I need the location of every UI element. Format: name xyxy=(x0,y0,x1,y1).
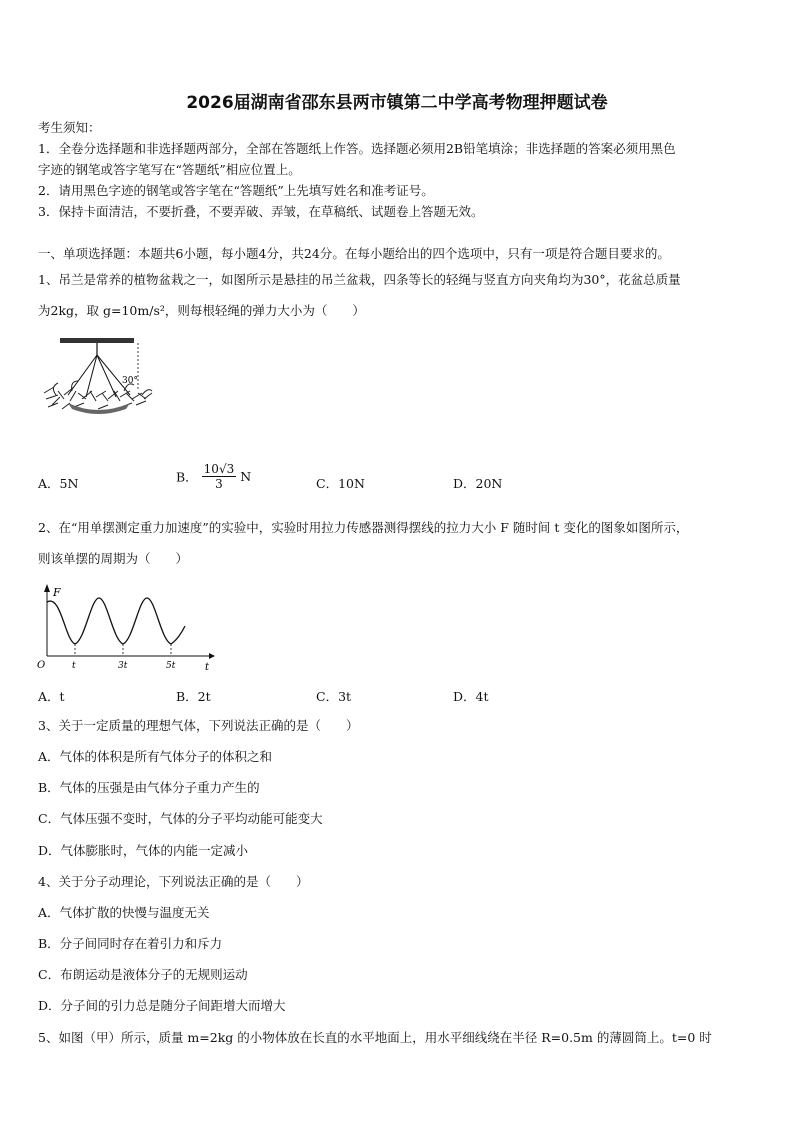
fraction-denominator: 3 xyxy=(215,477,223,491)
q2-stem-line2: 则该单摆的周期为（ ） xyxy=(38,551,189,566)
q3-option-c: C．气体压强不变时，气体的分子平均动能可能变大 xyxy=(38,811,323,826)
tick-label-5t: 5t xyxy=(166,661,176,671)
tick-label-t: t xyxy=(72,661,76,671)
q2-stem-line1: 2、在“用单摆测定重力加速度”的实验中，实验时用拉力传感器测得摆线的拉力大小 F 随时间 t 变化的图象如图所示， xyxy=(38,520,689,535)
q2-option-b: B．2t xyxy=(176,689,211,704)
q1-option-c: C．10N xyxy=(316,476,365,491)
force-time-graph xyxy=(35,584,215,674)
q5-stem-line1: 5、如图（甲）所示，质量 m=2kg 的小物体放在长直的水平地面上，用水平细线绕在半径 R=0.5m 的薄圆筒上。t=0 时 xyxy=(38,1030,712,1045)
q1-option-b-fraction xyxy=(202,462,237,491)
tick-label-3t: 3t xyxy=(118,661,128,671)
hanging-basket-figure xyxy=(38,335,160,415)
q1-stem-line1: 1、吊兰是常养的植物盆栽之一，如图所示是悬挂的吊兰盆栽，四条等长的轻绳与竖直方向夹角均为30°，花盆总质量 xyxy=(38,272,681,287)
notice-item-3: 3．保持卡面清洁，不要折叠，不要弄破、弄皱，在草稿纸、试题卷上答题无效。 xyxy=(38,204,484,219)
force-curve xyxy=(47,598,185,644)
q4-option-b: B．分子间同时存在着引力和斥力 xyxy=(38,936,223,951)
origin-label: O xyxy=(37,660,46,671)
q1-option-a: A．5N xyxy=(38,476,79,491)
q2-option-d: D．4t xyxy=(453,689,489,704)
notice-item-2: 2．请用黑色字迹的钢笔或答字笔在“答题纸”上先填写姓名和准考证号。 xyxy=(38,183,434,198)
q1-option-d: D．20N xyxy=(453,476,503,491)
q3-option-a: A．气体的体积是所有气体分子的体积之和 xyxy=(38,749,273,764)
section-heading: 一、单项选择题：本题共6小题，每小题4分，共24分。在每小题给出的四个选项中，只有一项是符合题目要求的。 xyxy=(38,246,670,261)
q1-option-b-unit: N xyxy=(240,469,252,484)
page-title: 2026届湖南省邵东县两市镇第二中学高考物理押题试卷 xyxy=(186,93,608,113)
notice-heading: 考生须知： xyxy=(38,120,101,135)
x-axis-label: t xyxy=(205,662,210,673)
q4-option-d: D．分子间的引力总是随分子间距增大而增大 xyxy=(38,998,286,1013)
q3-option-b: B．气体的压强是由气体分子重力产生的 xyxy=(38,780,260,795)
angle-label: 30° xyxy=(122,376,138,386)
notice-item-1-cont: 字迹的钢笔或答字笔写在“答题纸”相应位置上。 xyxy=(38,162,301,177)
q2-option-c: C．3t xyxy=(316,689,352,704)
q4-option-a: A．气体扩散的快慢与温度无关 xyxy=(38,905,210,920)
q4-stem: 4、关于分子动理论，下列说法正确的是（ ） xyxy=(38,874,309,889)
q3-option-d: D．气体膨胀时，气体的内能一定减小 xyxy=(38,843,249,858)
q1-stem-line2: 为2kg，取 g=10m/s²，则每根轻绳的弹力大小为（ ） xyxy=(38,303,365,318)
q1-option-b-label: B． xyxy=(176,469,198,485)
x-axis-arrow xyxy=(209,653,215,659)
y-axis-label: F xyxy=(53,586,61,599)
q2-option-a: A．t xyxy=(38,689,65,704)
fraction-numerator: 10√3 xyxy=(203,462,235,476)
q4-option-c: C．布朗运动是液体分子的无规则运动 xyxy=(38,967,248,982)
y-axis-arrow xyxy=(44,584,50,592)
q1-option-b xyxy=(176,462,251,491)
notice-item-1: 1．全卷分选择题和非选择题两部分，全部在答题纸上作答。选择题必须用2B铅笔填涂；非选择题的答案必须用黑色 xyxy=(38,141,676,156)
q3-stem: 3、关于一定质量的理想气体，下列说法正确的是（ ） xyxy=(38,718,359,733)
